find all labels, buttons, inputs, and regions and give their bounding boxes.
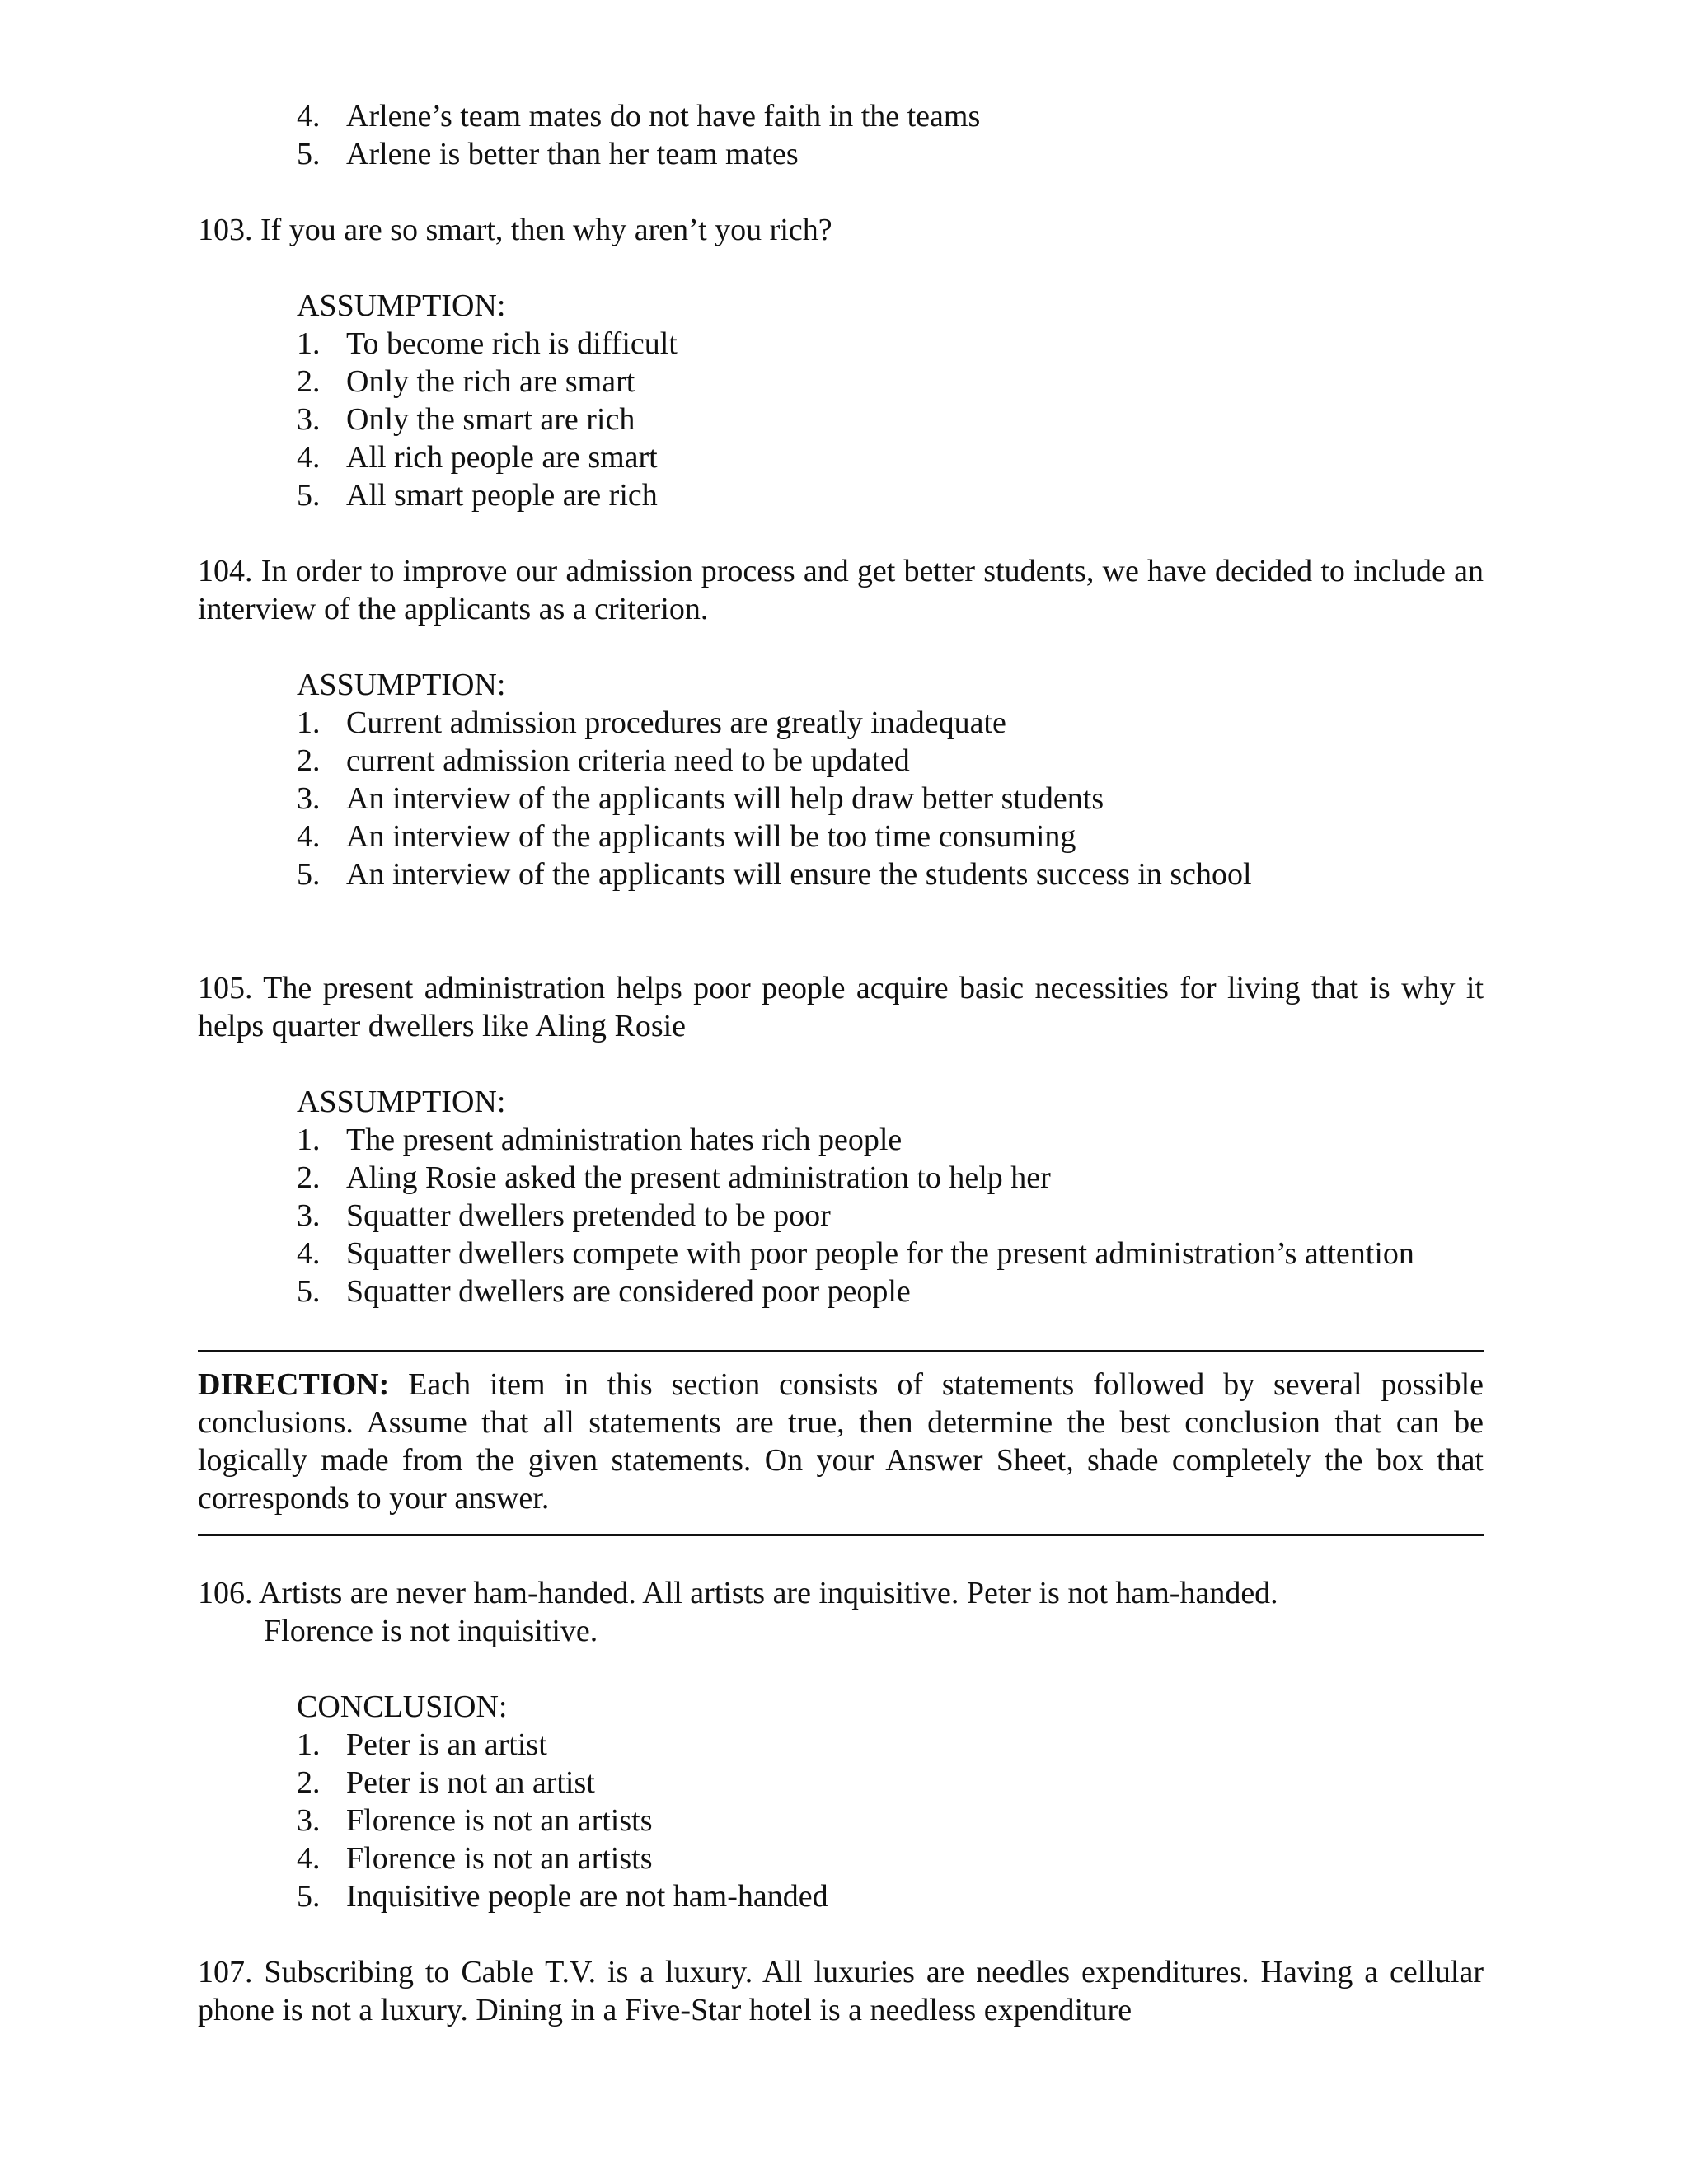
- option-item: [297, 325, 1484, 363]
- option-number: 4.: [297, 1236, 321, 1271]
- q103-options: [297, 325, 1484, 514]
- option-item: [297, 1121, 1484, 1159]
- option-item: [297, 1877, 1484, 1915]
- assumption-label: ASSUMPTION:: [297, 288, 506, 323]
- option-text: Squatter dwellers compete with poor people for the present administration’s attention: [346, 1236, 1414, 1271]
- option-text: All rich people are smart: [346, 440, 658, 475]
- option-number: 4.: [297, 440, 321, 475]
- option-number: 5.: [297, 478, 321, 513]
- option-item: [297, 742, 1484, 780]
- option-text: Arlene is better than her team mates: [346, 137, 799, 171]
- option-number: 1.: [297, 1122, 321, 1157]
- option-text: To become rich is difficult: [346, 326, 678, 361]
- option-text: An interview of the applicants will be too time consuming: [346, 819, 1076, 854]
- question-104-stem: 104. In order to improve our admission process and get better students, we have decided to include an interview of the applicants as a criterion.: [198, 554, 1484, 626]
- option-item: [297, 1272, 1484, 1310]
- option-item: [297, 97, 1484, 135]
- option-text: current admission criteria need to be updated: [346, 743, 910, 778]
- option-number: 5.: [297, 857, 321, 892]
- option-number: 2.: [297, 1765, 321, 1800]
- option-number: 3.: [297, 1803, 321, 1838]
- question-106-line2: Florence is not inquisitive.: [264, 1614, 598, 1648]
- direction-text: Each item in this section consists of statements followed by several possible conclusions. Assume that all statements are true, then determine the best conclusion that can be logically made from the given statements. On your Answer Sheet, shade completely the box that corresponds to your answer.: [198, 1367, 1484, 1516]
- option-item: [297, 780, 1484, 818]
- option-number: 2.: [297, 743, 321, 778]
- q104-options: [297, 704, 1484, 893]
- option-text: The present administration hates rich people: [346, 1122, 903, 1157]
- option-text: Florence is not an artists: [346, 1841, 653, 1876]
- q102-options: [297, 97, 1484, 173]
- option-text: Only the rich are smart: [346, 364, 635, 399]
- option-number: 3.: [297, 781, 321, 816]
- divider-top: [198, 1350, 1484, 1352]
- option-item: [297, 476, 1484, 514]
- question-103-stem: 103. If you are so smart, then why aren’t you rich?: [198, 213, 832, 247]
- question-107-stem: 107. Subscribing to Cable T.V. is a luxury. All luxuries are needles expenditures. Having a cellular phone is not a luxury. Dining in a Five-Star hotel is a needless expenditure: [198, 1955, 1484, 2027]
- conclusion-label: CONCLUSION:: [297, 1690, 508, 1724]
- assumption-label: ASSUMPTION:: [297, 668, 506, 702]
- option-number: 5.: [297, 1274, 321, 1309]
- q106-options: [297, 1726, 1484, 1915]
- option-number: 2.: [297, 1160, 321, 1195]
- option-item: [297, 401, 1484, 438]
- option-text: Aling Rosie asked the present administration to help her: [346, 1160, 1051, 1195]
- option-number: 3.: [297, 402, 321, 437]
- option-item: [297, 1197, 1484, 1235]
- question-106-line1: 106. Artists are never ham-handed. All artists are inquisitive. Peter is not ham-handed.: [198, 1576, 1278, 1610]
- option-number: 1.: [297, 1727, 321, 1762]
- option-item: [297, 1726, 1484, 1764]
- option-number: 2.: [297, 364, 321, 399]
- option-number: 5.: [297, 1879, 321, 1914]
- option-number: 4.: [297, 1841, 321, 1876]
- option-item: [297, 1235, 1484, 1272]
- option-item: [297, 704, 1484, 742]
- option-text: Peter is an artist: [346, 1727, 547, 1762]
- divider-bottom: [198, 1534, 1484, 1536]
- option-text: Florence is not an artists: [346, 1803, 653, 1838]
- option-text: Squatter dwellers pretended to be poor: [346, 1198, 831, 1233]
- document-page: [198, 97, 1484, 2029]
- direction-label: DIRECTION:: [198, 1367, 390, 1402]
- option-text: Arlene’s team mates do not have faith in the teams: [346, 99, 981, 134]
- option-item: [297, 1159, 1484, 1197]
- option-number: 1.: [297, 326, 321, 361]
- option-text: All smart people are rich: [346, 478, 658, 513]
- q105-options: [297, 1121, 1484, 1310]
- option-text: Squatter dwellers are considered poor people: [346, 1274, 911, 1309]
- option-item: [297, 1840, 1484, 1877]
- assumption-label: ASSUMPTION:: [297, 1085, 506, 1119]
- option-text: An interview of the applicants will ensure the students success in school: [346, 857, 1252, 892]
- option-number: 4.: [297, 99, 321, 134]
- option-item: [297, 135, 1484, 173]
- option-number: 5.: [297, 137, 321, 171]
- option-item: [297, 1802, 1484, 1840]
- direction-paragraph: [198, 1366, 1484, 1517]
- option-text: Current admission procedures are greatly inadequate: [346, 705, 1006, 740]
- option-item: [297, 438, 1484, 476]
- option-item: [297, 363, 1484, 401]
- option-text: Peter is not an artist: [346, 1765, 595, 1800]
- option-item: [297, 1764, 1484, 1802]
- option-item: [297, 818, 1484, 855]
- option-number: 1.: [297, 705, 321, 740]
- option-text: An interview of the applicants will help draw better students: [346, 781, 1104, 816]
- option-number: 4.: [297, 819, 321, 854]
- option-item: [297, 855, 1484, 893]
- option-number: 3.: [297, 1198, 321, 1233]
- question-105-stem: 105. The present administration helps poor people acquire basic necessities for living that is why it helps quarter dwellers like Aling Rosie: [198, 971, 1484, 1043]
- option-text: Only the smart are rich: [346, 402, 635, 437]
- option-text: Inquisitive people are not ham-handed: [346, 1879, 828, 1914]
- question-106-stem: [198, 1574, 1484, 1650]
